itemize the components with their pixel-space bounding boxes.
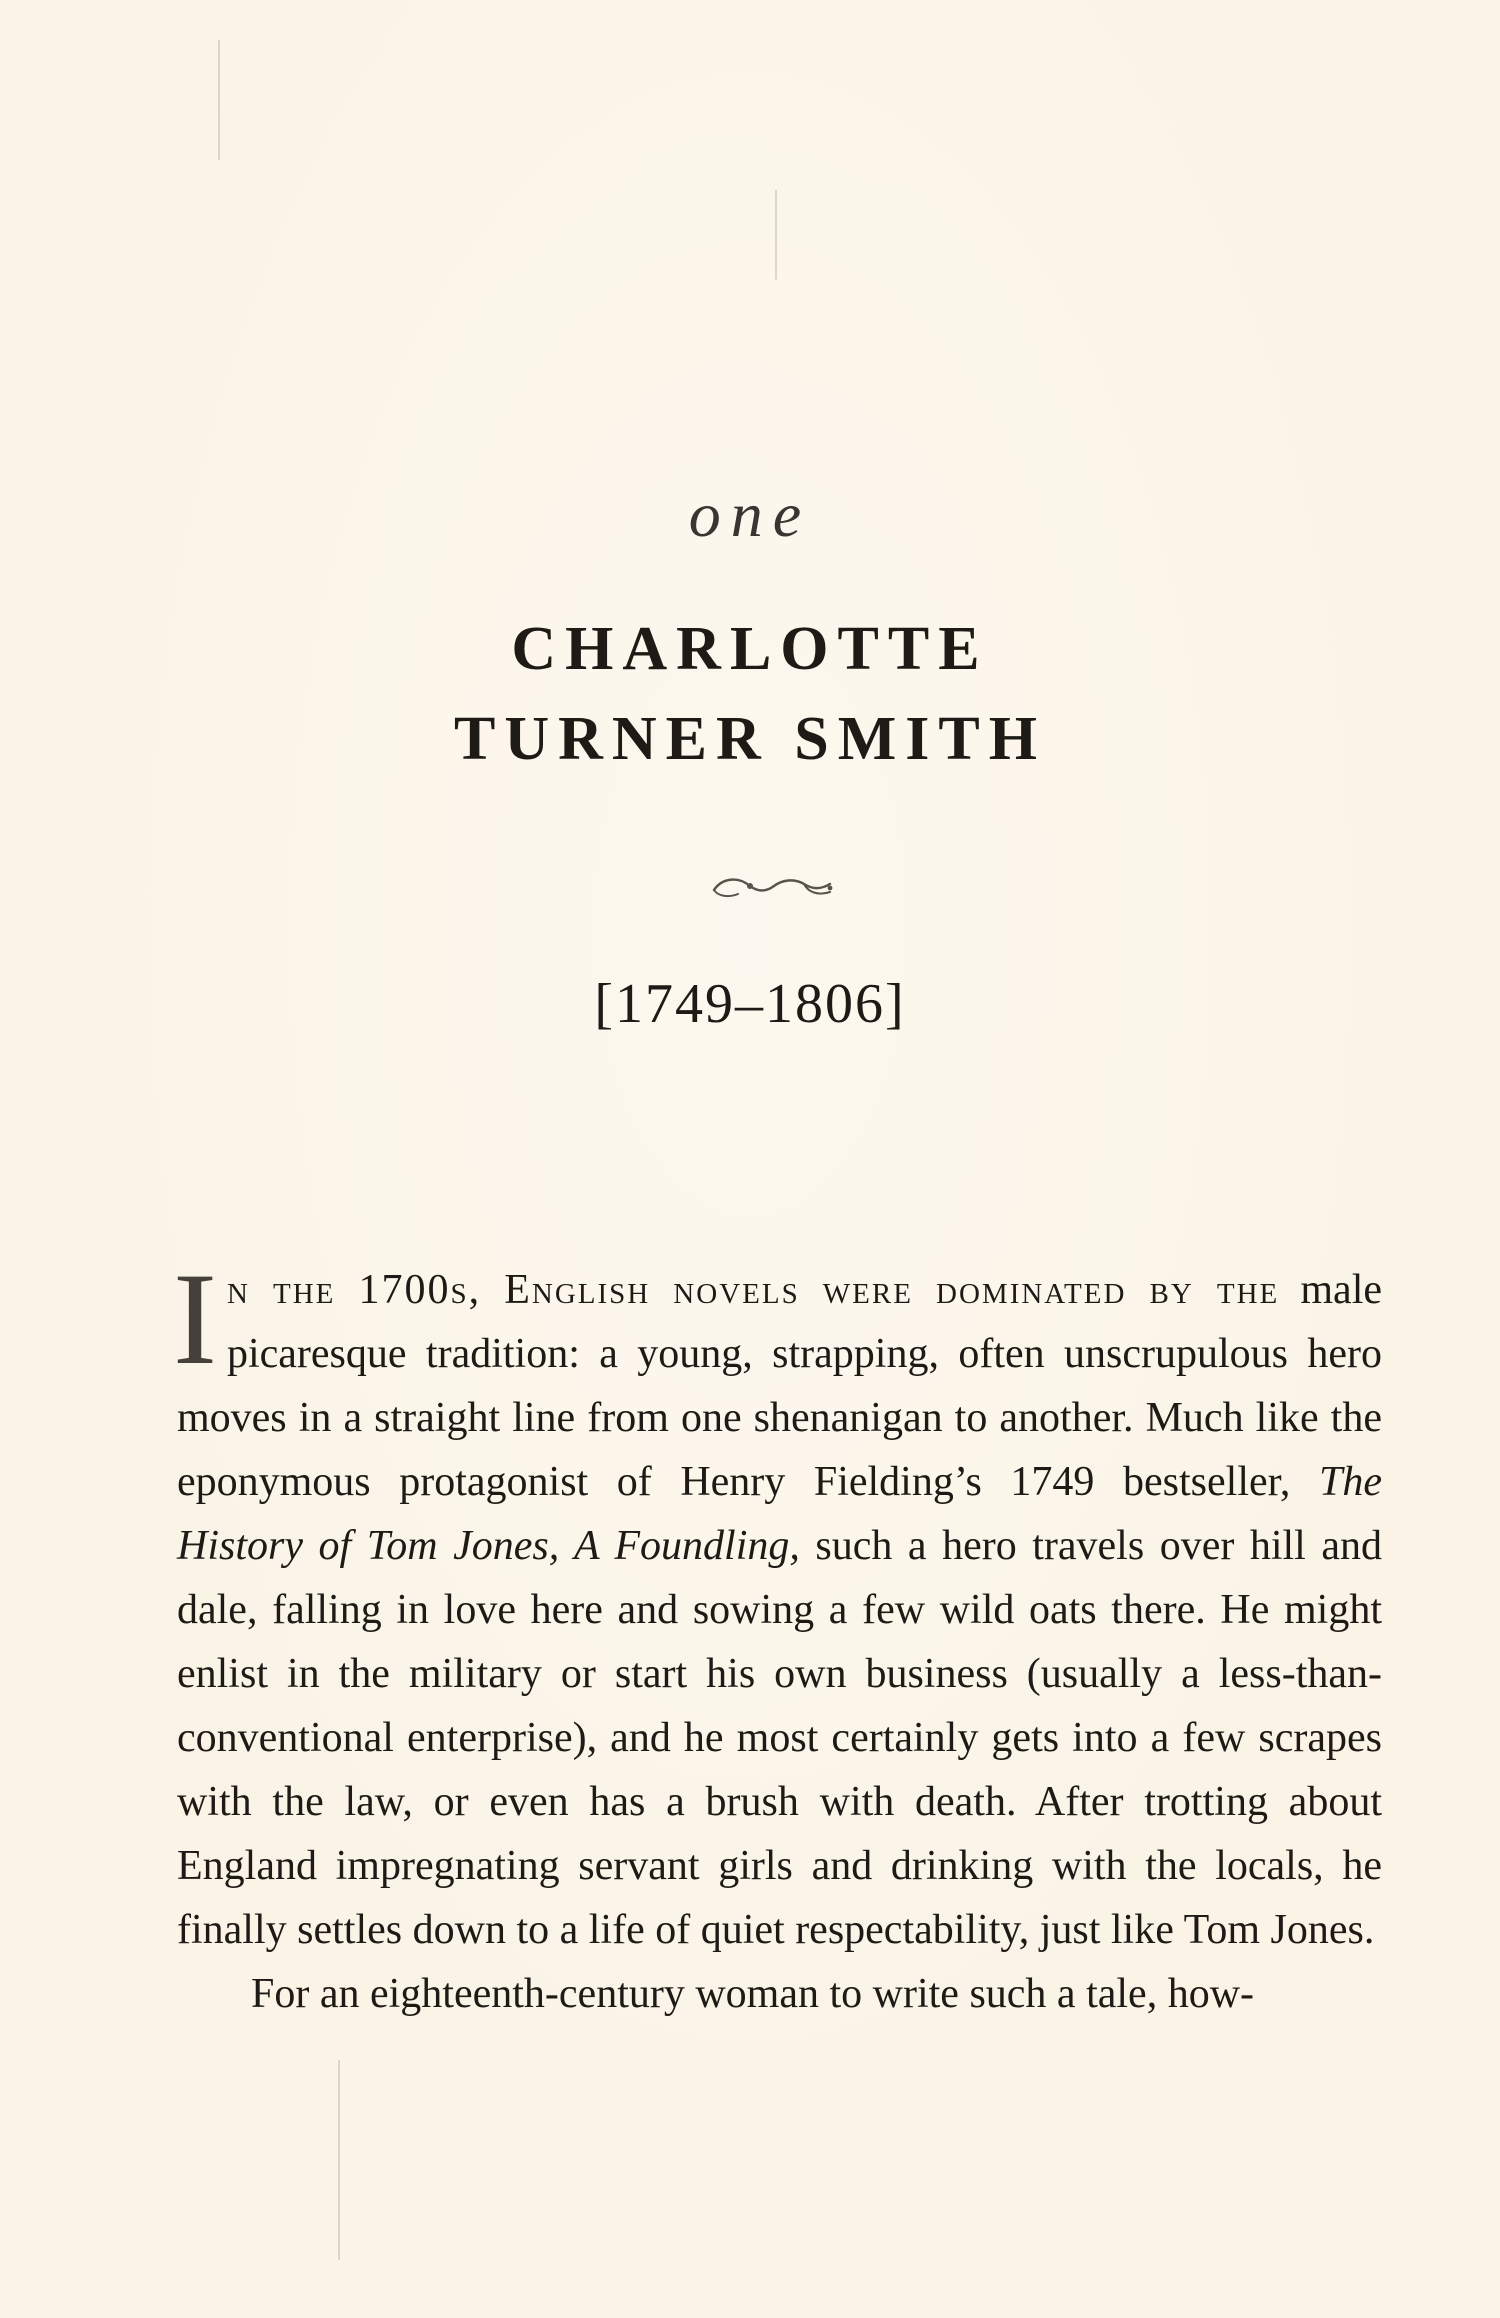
body-text — [173, 1245, 1383, 2026]
life-dates: [1749–1806] — [594, 973, 906, 1035]
book-title-italic: The History of Tom Jones, A Foundling, — [177, 1459, 1383, 1569]
paragraph-1-text-a: male picaresque tradition: a young, strapping, often unscrupulous hero moves in a straight line from one shenanigan to another. Much like the eponymous protagonist of Henry Fielding’s 1749 bestseller, — [177, 1267, 1383, 1505]
chapter-title-line-1: CHARLOTTE — [511, 615, 989, 683]
bleed-through-mark — [218, 40, 220, 160]
flourish-ornament-icon — [708, 868, 838, 908]
paragraph-1 — [173, 1245, 1383, 1962]
bleed-through-mark — [775, 190, 777, 280]
bleed-through-mark — [338, 2060, 340, 2260]
paragraph-1-text-b: such a hero travels over hill and dale, falling in love here and sowing a few wild oats there. He might enlist in the military or start his own business (usually a less-than-conventional enterprise), and he most certainly gets into a few scrapes with the law, or even has a brush with death. After trotting about England impregnating servant girls and drinking with the locals, he finally settles down to a life of quiet respectability, just like Tom Jones. — [177, 1523, 1383, 1953]
chapter-title-line-2: TURNER SMITH — [453, 705, 1046, 773]
paragraph-2: For an eighteenth-century woman to write such a tale, how- — [251, 1971, 1255, 2017]
drop-cap: I — [173, 1245, 217, 1392]
chapter-number: one — [688, 479, 812, 550]
lead-in-smallcaps: n the 1700s, English novels were dominated by the — [226, 1267, 1280, 1313]
